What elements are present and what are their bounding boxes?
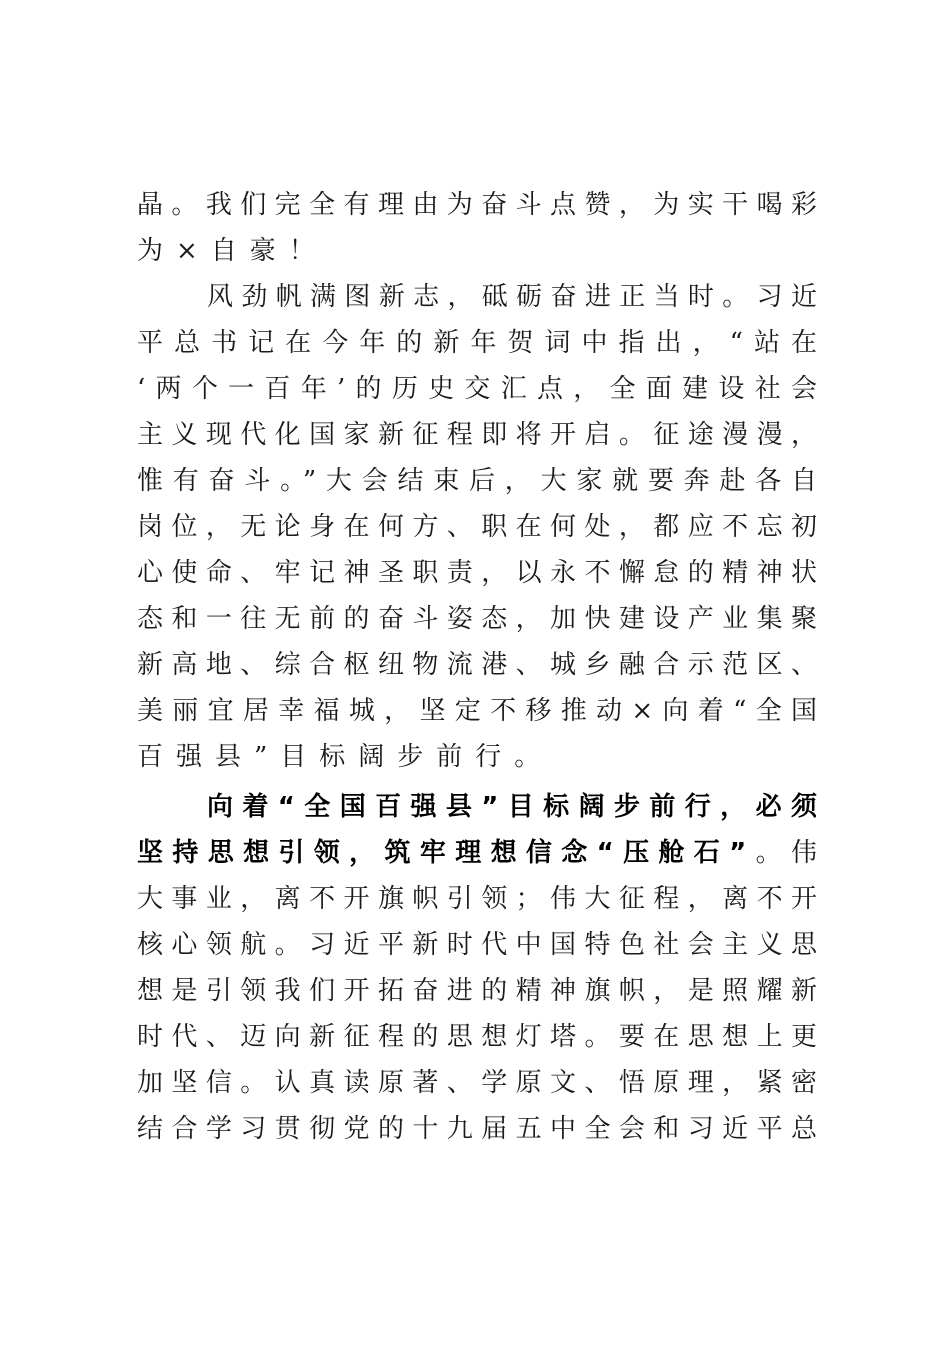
text-line: 惟有奋斗。”大会结束后，大家就要奔赴各自	[137, 466, 817, 496]
section-heading-line	[137, 830, 817, 876]
text-line: 想是引领我们开拓奋进的精神旗帜，是照耀新	[137, 976, 817, 1006]
text-line: 大事业，离不开旗帜引领；伟大征程，离不开	[137, 884, 817, 914]
heading-bold-text: 坚持思想引领，筑牢理想信念“压舱石”	[137, 838, 747, 868]
text-line: 主义现代化国家新征程即将开启。征途漫漫，	[137, 420, 817, 450]
text-line: 态和一往无前的奋斗姿态，加快建设产业集聚	[137, 604, 817, 634]
text-line: 时代、迈向新征程的思想灯塔。要在思想上更	[137, 1022, 817, 1052]
text-line: 加坚信。认真读原著、学原文、悟原理，紧密	[137, 1068, 817, 1098]
text-line: 为×自豪！	[137, 236, 328, 266]
text-line: 百强县”目标阔步前行。	[137, 742, 554, 772]
section-heading-line: 向着“全国百强县”目标阔步前行，必须	[207, 792, 817, 822]
text-line: 心使命、牢记神圣职责，以永不懈怠的精神状	[137, 558, 817, 588]
text-line: 核心领航。习近平新时代中国特色社会主义思	[137, 930, 817, 960]
text-line: 新高地、综合枢纽物流港、城乡融合示范区、	[137, 650, 817, 680]
text-line: 岗位，无论身在何方、职在何处，都应不忘初	[137, 512, 817, 542]
text-line: 美丽宜居幸福城，坚定不移推动×向着“全国	[137, 696, 817, 726]
text-line: 晶。我们完全有理由为奋斗点赞，为实干喝彩	[137, 190, 817, 220]
text-line: 结合学习贯彻党的十九届五中全会和习近平总	[137, 1114, 817, 1144]
text-line: 风劲帆满图新志，砥砺奋进正当时。习近	[207, 282, 817, 312]
heading-tail-text: 。伟	[746, 838, 817, 868]
text-line: 平总书记在今年的新年贺词中指出，“站在	[137, 328, 817, 358]
body-text	[137, 182, 817, 1152]
text-line: ‘两个一百年’的历史交汇点，全面建设社会	[137, 374, 817, 404]
